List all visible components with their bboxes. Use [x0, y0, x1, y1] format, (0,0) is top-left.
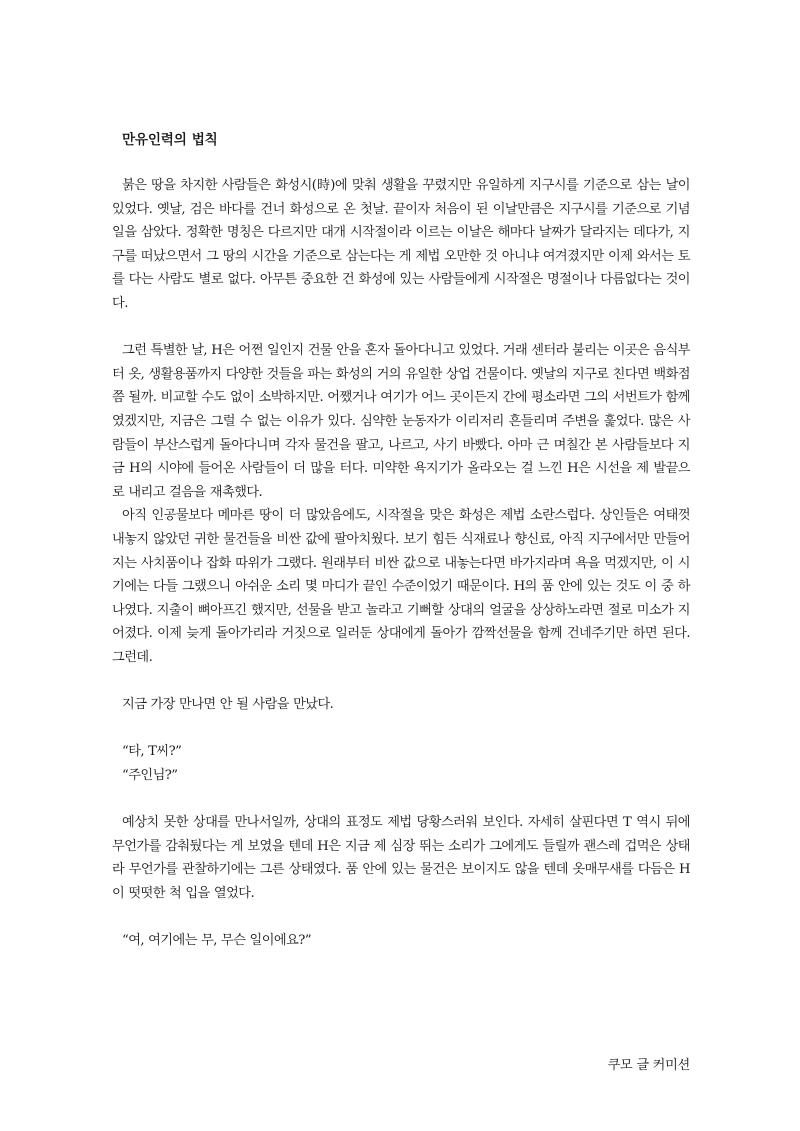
paragraph-3: 아직 인공물보다 메마른 땅이 더 많았음에도, 시작절을 맞은 화성은 제법 소란스럽다. 상인들은 여태껏 내놓지 않았던 귀한 물건들을 비싼 값에 팔아치웠다. 보기 힘든 식재료나 향신료, 아직 지구에서만 만들어지는 사치품이나 잡화 따위가 그랬다. 원래부터 비싼 값으로 내놓는다면 바가지라며 욕을 먹겠지만, 이 시기에는 다들 그랬으니 아쉬운 소리 몇 마디가 끝인 수준이었기 때문이다. H의 품 안에 있는 것도 이 중 하나였다. 지출이 뼈아프긴 했지만, 선물을 받고 놀라고 기뻐할 상대의 얼굴을 상상하노라면 절로 미소가 지어졌다. 이제 늦게 돌아가리라 거짓으로 일러둔 상대에게 돌아가 깜짝선물을 함께 건네주기만 하면 된다. 그런데.: [112, 508, 690, 665]
dialogue-line-3: “여, 여기에는 무, 무슨 일이에요?”: [122, 933, 312, 948]
paragraph-spacer: [112, 787, 690, 811]
paragraph-spacer: [112, 316, 690, 340]
document-title: 만유인력의 법칙: [122, 132, 218, 148]
dialogue-line-2: “주인님?”: [122, 767, 178, 783]
paragraph-5: 예상치 못한 상대를 만나서일까, 상대의 표정도 제법 당황스러워 보인다. 자세히 살핀다면 T 역시 뒤에 무언가를 감춰뒀다는 게 보였을 텐데 H은 지금 제 심장 뛰는 소리가 그에게도 들릴까 괜스레 겁먹은 상태라 무언가를 관찰하기에는 그른 상태였다. 품 안에 있는 물건은 보이지도 않을 텐데 옷매무새를 다듬은 H이 떳떳한 척 입을 열었다.: [112, 815, 690, 901]
paragraph-spacer: [112, 717, 690, 741]
paragraph-spacer: [112, 905, 690, 929]
paragraph-1: 붉은 땅을 차지한 사람들은 화성시(時)에 맞춰 생활을 꾸렸지만 유일하게 지구시를 기준으로 삼는 날이 있었다. 옛날, 검은 바다를 건너 화성으로 온 첫날. 끝이자 처음이 된 이날만큼은 지구시를 기준으로 기념일을 삼았다. 정확한 명칭은 다르지만 대개 시작절이라 이르는 이날은 해마다 날짜가 달라지는 데다가, 지구를 떠났으면서 그 땅의 시간을 기준으로 삼는다는 게 제법 오만한 것 아니냐 여겨졌지만 이제 와서는 토를 다는 사람도 별로 없다. 아무튼 중요한 건 화성에 있는 사람들에게 시작절은 명절이나 다름없다는 것이다.: [112, 178, 690, 311]
author-credit: 쿠모 글 커미션: [607, 1058, 690, 1073]
paragraph-2: 그런 특별한 날, H은 어쩐 일인지 건물 안을 혼자 돌아다니고 있었다. 거래 센터라 불리는 이곳은 음식부터 옷, 생활용품까지 다양한 것들을 파는 화성의 거의 유일한 상업 건물이다. 옛날의 지구로 친다면 백화점쯤 될까. 비교할 수도 없이 소박하지만. 어쨌거나 여기가 어느 곳이든지 간에 평소라면 그의 서번트가 함께였겠지만, 지금은 그럴 수 없는 이유가 있다. 심약한 눈동자가 이리저리 흔들리며 주변을 훑었다. 많은 사람들이 부산스럽게 돌아다니며 각자 물건을 팔고, 나르고, 사기 바빴다. 아마 근 며칠간 본 사람들보다 지금 H의 시야에 들어온 사람들이 더 많을 터다. 미약한 욕지기가 올라오는 걸 느낀 H은 시선을 제 발끝으로 내리고 걸음을 재촉했다.: [112, 343, 690, 500]
document-body: [112, 128, 690, 953]
paragraph-4: 지금 가장 만나면 안 될 사람을 만났다.: [122, 697, 334, 713]
paragraph-spacer: [112, 669, 690, 693]
dialogue-line-1: “타, T씨?”: [122, 744, 182, 760]
